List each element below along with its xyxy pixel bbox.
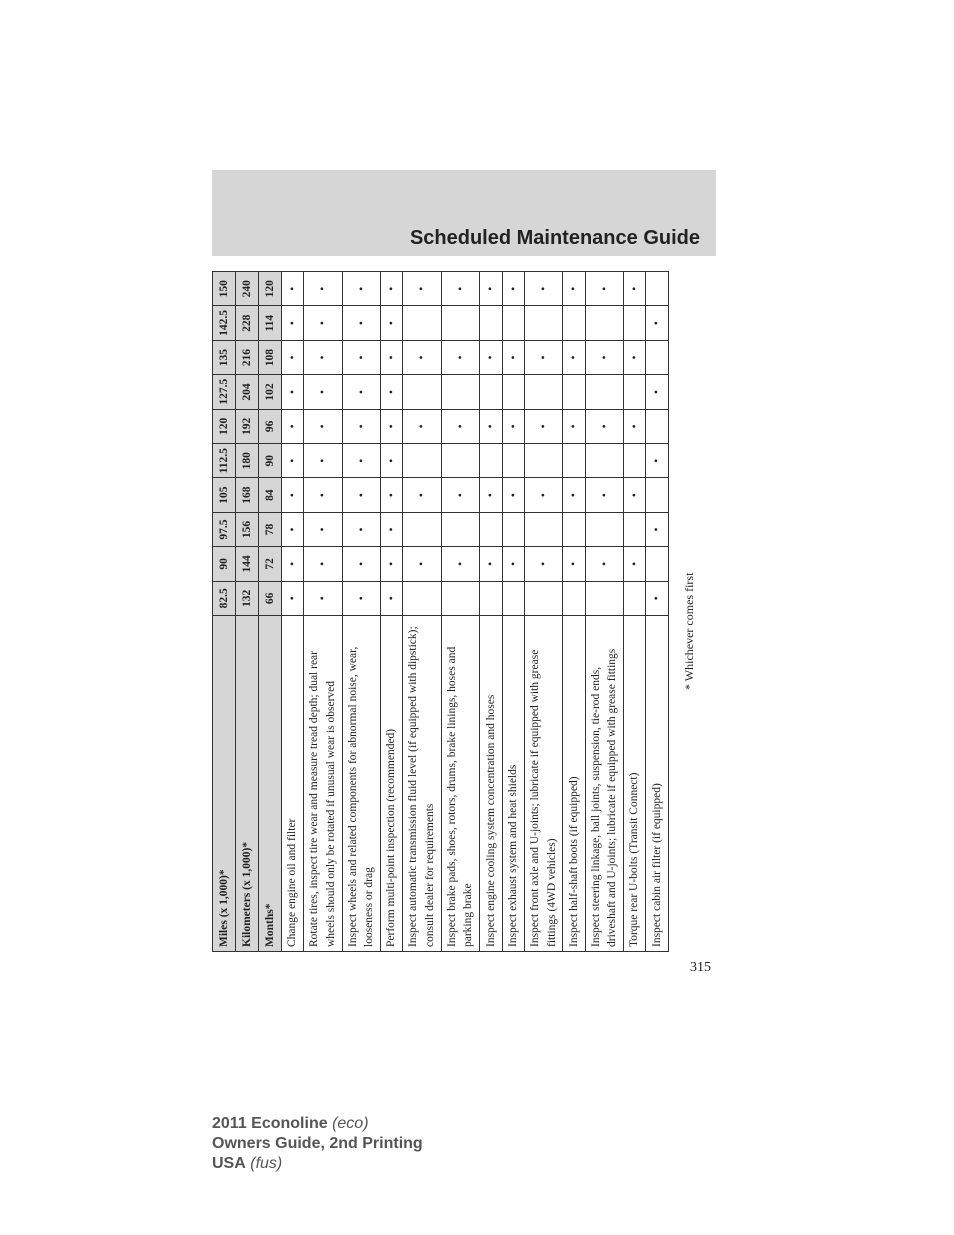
schedule-mark [403, 306, 441, 340]
schedule-mark [480, 375, 502, 409]
schedule-mark: • [304, 272, 342, 306]
schedule-mark: • [441, 478, 479, 512]
task-description: Change engine oil and filter [282, 616, 304, 952]
schedule-mark: • [502, 478, 524, 512]
schedule-mark [585, 512, 623, 546]
schedule-mark: • [304, 306, 342, 340]
schedule-mark [502, 375, 524, 409]
table-row [524, 272, 562, 952]
footer-model: 2011 Econoline [212, 1115, 328, 1132]
km-cell: 168 [236, 478, 259, 512]
schedule-mark: • [585, 340, 623, 374]
schedule-mark: • [646, 512, 668, 546]
schedule-mark: • [342, 444, 380, 478]
task-description: Inspect front axle and U-joints; lubricate if equipped with grease fittings (4WD vehicles) [524, 616, 562, 952]
schedule-mark [403, 512, 441, 546]
schedule-mark: • [304, 547, 342, 581]
schedule-mark: • [342, 375, 380, 409]
task-description: Inspect steering linkage, ball joints, suspension, tie-rod ends, driveshaft and U-joints; lubricate if equipped with grease fittings [585, 616, 623, 952]
task-description: Inspect automatic transmission fluid level (if equipped with dipstick); consult dealer for requirements [403, 616, 441, 952]
miles-cell: 120 [213, 409, 236, 443]
schedule-mark: • [381, 478, 403, 512]
schedule-mark: • [403, 478, 441, 512]
schedule-mark: • [403, 409, 441, 443]
schedule-mark [502, 512, 524, 546]
schedule-mark: • [480, 409, 502, 443]
miles-cell: 127.5 [213, 375, 236, 409]
schedule-mark: • [502, 547, 524, 581]
table-row [403, 272, 441, 952]
km-cell: 204 [236, 375, 259, 409]
schedule-mark: • [282, 547, 304, 581]
km-cell: 144 [236, 547, 259, 581]
schedule-mark: • [282, 512, 304, 546]
months-cell: 78 [259, 512, 282, 546]
km-cell: 180 [236, 444, 259, 478]
months-label: Months* [259, 616, 282, 952]
task-description: Inspect engine cooling system concentration and hoses [480, 616, 502, 952]
schedule-mark: • [304, 375, 342, 409]
table-row [381, 272, 403, 952]
months-cell: 66 [259, 581, 282, 615]
schedule-mark [441, 581, 479, 615]
schedule-mark [502, 444, 524, 478]
table-row [502, 272, 524, 952]
header-band [212, 170, 716, 256]
schedule-mark: • [342, 478, 380, 512]
schedule-mark: • [563, 547, 585, 581]
table-row [304, 272, 342, 952]
schedule-mark [480, 306, 502, 340]
miles-cell: 97.5 [213, 512, 236, 546]
schedule-mark: • [624, 478, 646, 512]
km-cell: 228 [236, 306, 259, 340]
schedule-mark [646, 272, 668, 306]
schedule-mark: • [524, 478, 562, 512]
schedule-mark: • [563, 409, 585, 443]
task-description: Inspect cabin air filter (if equipped) [646, 616, 668, 952]
schedule-mark [563, 444, 585, 478]
schedule-mark: • [282, 478, 304, 512]
schedule-mark [563, 306, 585, 340]
schedule-mark: • [480, 478, 502, 512]
footer-market-code: (fus) [250, 1155, 283, 1172]
schedule-mark [403, 375, 441, 409]
schedule-mark: • [304, 512, 342, 546]
miles-cell: 142.5 [213, 306, 236, 340]
schedule-mark: • [381, 444, 403, 478]
schedule-mark [441, 306, 479, 340]
footnote-text: * Whichever comes first [682, 572, 696, 690]
schedule-mark [403, 581, 441, 615]
miles-cell: 150 [213, 272, 236, 306]
schedule-mark: • [563, 272, 585, 306]
schedule-mark [624, 444, 646, 478]
km-cell: 216 [236, 340, 259, 374]
schedule-mark: • [441, 409, 479, 443]
schedule-mark: • [646, 306, 668, 340]
km-cell: 132 [236, 581, 259, 615]
schedule-mark [563, 581, 585, 615]
table-row [585, 272, 623, 952]
schedule-mark: • [624, 409, 646, 443]
table-row [282, 272, 304, 952]
schedule-mark: • [342, 581, 380, 615]
schedule-mark: • [403, 547, 441, 581]
table-row [563, 272, 585, 952]
miles-label: Miles (x 1,000)* [213, 616, 236, 952]
miles-cell: 105 [213, 478, 236, 512]
task-description: Inspect exhaust system and heat shields [502, 616, 524, 952]
schedule-mark: • [342, 306, 380, 340]
schedule-mark: • [282, 306, 304, 340]
task-description: Inspect brake pads, shoes, rotors, drums, brake linings, hoses and parking brake [441, 616, 479, 952]
table-row [441, 272, 479, 952]
maintenance-table-container [212, 271, 695, 952]
schedule-mark: • [342, 272, 380, 306]
schedule-mark: • [304, 340, 342, 374]
schedule-mark: • [342, 409, 380, 443]
schedule-mark [441, 444, 479, 478]
footer-model-code: (eco) [332, 1115, 369, 1132]
task-description: Inspect wheels and related components for abnormal noise, wear, looseness or drag [342, 616, 380, 952]
schedule-mark [646, 409, 668, 443]
schedule-mark [524, 581, 562, 615]
km-label: Kilometers (x 1,000)* [236, 616, 259, 952]
schedule-mark: • [524, 547, 562, 581]
schedule-mark [502, 306, 524, 340]
schedule-mark [480, 444, 502, 478]
schedule-mark: • [441, 272, 479, 306]
months-cell: 120 [259, 272, 282, 306]
schedule-mark: • [480, 272, 502, 306]
schedule-mark: • [403, 340, 441, 374]
schedule-mark [624, 512, 646, 546]
km-cell: 156 [236, 512, 259, 546]
task-description: Perform multi-point inspection (recommended) [381, 616, 403, 952]
schedule-mark [441, 512, 479, 546]
schedule-mark [563, 512, 585, 546]
schedule-mark [624, 581, 646, 615]
schedule-mark: • [342, 547, 380, 581]
schedule-mark: • [502, 409, 524, 443]
months-cell: 84 [259, 478, 282, 512]
miles-cell: 82.5 [213, 581, 236, 615]
months-cell: 114 [259, 306, 282, 340]
maintenance-schedule-table [212, 271, 669, 952]
schedule-mark: • [563, 478, 585, 512]
schedule-mark: • [342, 340, 380, 374]
schedule-mark [502, 581, 524, 615]
schedule-mark: • [524, 409, 562, 443]
months-cell: 108 [259, 340, 282, 374]
schedule-mark [480, 512, 502, 546]
km-cell: 192 [236, 409, 259, 443]
schedule-mark [585, 444, 623, 478]
footer-market: USA [212, 1155, 246, 1172]
km-header-row [236, 272, 259, 952]
schedule-mark: • [502, 340, 524, 374]
task-description: Inspect half-shaft boots (if equipped) [563, 616, 585, 952]
schedule-mark: • [381, 340, 403, 374]
schedule-mark: • [381, 512, 403, 546]
schedule-mark [524, 375, 562, 409]
schedule-mark: • [585, 478, 623, 512]
months-cell: 102 [259, 375, 282, 409]
schedule-mark: • [381, 547, 403, 581]
schedule-mark: • [381, 375, 403, 409]
schedule-mark [624, 375, 646, 409]
schedule-mark: • [282, 340, 304, 374]
schedule-mark [585, 375, 623, 409]
schedule-mark: • [585, 409, 623, 443]
table-row [342, 272, 380, 952]
miles-cell: 112.5 [213, 444, 236, 478]
schedule-mark [524, 306, 562, 340]
schedule-mark: • [585, 272, 623, 306]
km-cell: 240 [236, 272, 259, 306]
schedule-mark: • [381, 581, 403, 615]
schedule-mark [524, 512, 562, 546]
schedule-mark: • [282, 581, 304, 615]
schedule-mark [646, 478, 668, 512]
task-description: Torque rear U-bolts (Transit Connect) [624, 616, 646, 952]
schedule-mark: • [646, 581, 668, 615]
schedule-mark: • [304, 444, 342, 478]
schedule-mark [585, 581, 623, 615]
schedule-mark: • [304, 478, 342, 512]
schedule-mark [646, 340, 668, 374]
schedule-mark: • [624, 340, 646, 374]
schedule-mark [441, 375, 479, 409]
page-number: 315 [690, 960, 711, 975]
schedule-mark: • [441, 547, 479, 581]
schedule-mark: • [304, 409, 342, 443]
task-rows [282, 272, 669, 952]
schedule-mark: • [282, 409, 304, 443]
schedule-mark: • [624, 547, 646, 581]
schedule-mark [524, 444, 562, 478]
schedule-mark: • [282, 444, 304, 478]
schedule-mark: • [304, 581, 342, 615]
months-cell: 90 [259, 444, 282, 478]
table-row [624, 272, 646, 952]
schedule-mark: • [502, 272, 524, 306]
months-cell: 96 [259, 409, 282, 443]
schedule-mark: • [381, 306, 403, 340]
schedule-mark: • [624, 272, 646, 306]
schedule-mark: • [282, 272, 304, 306]
schedule-mark: • [480, 547, 502, 581]
schedule-mark: • [563, 340, 585, 374]
schedule-mark: • [646, 375, 668, 409]
page-title: Scheduled Maintenance Guide [409, 227, 700, 249]
schedule-mark: • [524, 340, 562, 374]
schedule-mark: • [403, 272, 441, 306]
schedule-mark [646, 547, 668, 581]
schedule-mark: • [646, 444, 668, 478]
schedule-mark [624, 306, 646, 340]
table-row [646, 272, 668, 952]
schedule-mark [403, 444, 441, 478]
schedule-mark: • [480, 340, 502, 374]
schedule-mark: • [342, 512, 380, 546]
task-description: Rotate tires, inspect tire wear and measure tread depth; dual rear wheels should only be rotated if unusual wear is observed [304, 616, 342, 952]
schedule-mark [480, 581, 502, 615]
miles-cell: 135 [213, 340, 236, 374]
table-row [480, 272, 502, 952]
months-header-row [259, 272, 282, 952]
schedule-mark: • [441, 340, 479, 374]
schedule-mark: • [524, 272, 562, 306]
schedule-mark: • [282, 375, 304, 409]
schedule-mark: • [585, 547, 623, 581]
miles-header-row [213, 272, 236, 952]
schedule-mark [563, 375, 585, 409]
footer-printing: Owners Guide, 2nd Printing [212, 1135, 423, 1152]
months-cell: 72 [259, 547, 282, 581]
miles-cell: 90 [213, 547, 236, 581]
schedule-mark [585, 306, 623, 340]
document-footer [212, 1114, 423, 1174]
schedule-mark: • [381, 272, 403, 306]
schedule-mark: • [381, 409, 403, 443]
